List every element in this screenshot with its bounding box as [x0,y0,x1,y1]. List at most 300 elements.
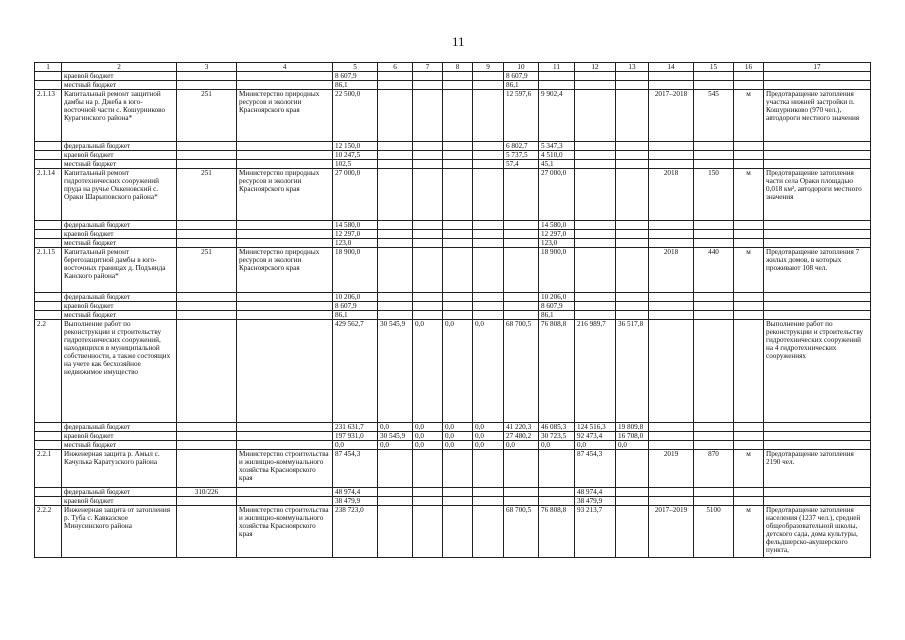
table-cell: краевой бюджет [62,497,177,506]
table-cell [649,160,694,169]
column-number-cell: 10 [504,63,539,72]
table-cell [649,302,694,311]
table-cell [694,432,734,441]
table-cell: 310/226 [177,488,237,497]
table-cell: 0,0 [443,320,473,423]
table-cell: 46 085,3 [539,423,575,432]
table-cell [649,142,694,151]
table-cell [764,151,871,160]
table-cell: 2.2 [35,320,62,423]
table-cell: 5 347,3 [539,142,575,151]
table-cell: 30 545,9 [378,432,413,441]
table-cell: местный бюджет [62,160,177,169]
budget-source-row [35,293,871,302]
column-number-cell: 6 [378,63,413,72]
budget-source-row [35,221,871,230]
budget-source-row [35,302,871,311]
table-cell [413,160,443,169]
table-cell [764,239,871,248]
table-cell [734,423,764,432]
table-cell [504,239,539,248]
table-cell [237,488,333,497]
column-number-cell: 5 [333,63,378,72]
table-cell [413,302,443,311]
table-cell [237,160,333,169]
table-cell: 216 989,7 [575,320,616,423]
budget-source-row [35,142,871,151]
table-cell [35,230,62,239]
page-number: 11 [452,34,465,49]
table-cell [764,142,871,151]
table-cell [177,221,237,230]
table-cell: м [734,450,764,488]
table-cell [237,81,333,90]
table-cell [378,488,413,497]
table-cell [734,432,764,441]
table-cell [413,450,443,488]
table-cell [443,239,473,248]
table-cell [443,90,473,142]
table-cell: краевой бюджет [62,72,177,81]
table-cell [616,142,649,151]
budget-source-row [35,230,871,239]
table-cell [35,497,62,506]
table-cell: 102,5 [333,160,378,169]
table-cell [764,497,871,506]
table-cell [443,160,473,169]
table-cell [616,90,649,142]
table-cell: 14 580,0 [333,221,378,230]
table-cell [694,423,734,432]
table-cell [616,293,649,302]
table-cell [177,320,237,423]
table-cell [764,72,871,81]
table-cell [649,488,694,497]
table-cell: 12 297,0 [539,230,575,239]
table-cell [237,320,333,423]
table-cell [413,239,443,248]
table-cell [539,81,575,90]
table-cell [413,311,443,320]
table-cell [35,142,62,151]
table-cell: 429 562,7 [333,320,378,423]
table-cell: 0,0 [443,432,473,441]
table-cell [504,488,539,497]
table-cell [378,221,413,230]
table-cell: 6 802,7 [504,142,539,151]
table-cell: краевой бюджет [62,302,177,311]
table-cell: 68 700,5 [504,320,539,423]
table-cell [764,221,871,230]
table-cell [649,81,694,90]
table-cell [649,311,694,320]
column-number-cell: 13 [616,63,649,72]
table-cell [616,221,649,230]
table-cell [575,81,616,90]
program-item-row [35,248,871,293]
table-cell [473,72,504,81]
table-cell [649,293,694,302]
table-cell [378,506,413,558]
table-cell: 8 607,9 [333,302,378,311]
table-cell: Министерство строительства и жилищно-коммунального хозяйства Красноярского края [237,506,333,558]
table-cell [764,81,871,90]
table-cell [443,293,473,302]
table-cell [473,230,504,239]
column-number-cell: 9 [473,63,504,72]
table-cell [649,432,694,441]
column-number-cell: 4 [237,63,333,72]
table-cell [694,142,734,151]
table-cell [575,90,616,142]
table-cell [413,230,443,239]
table-cell [35,160,62,169]
table-cell [413,81,443,90]
column-number-cell: 11 [539,63,575,72]
table-cell [35,72,62,81]
table-cell: 0,0 [473,432,504,441]
table-cell [237,311,333,320]
table-cell: 0,0 [473,423,504,432]
table-cell [504,221,539,230]
table-cell [473,81,504,90]
table-cell: 76 808,8 [539,506,575,558]
table-cell: Предотвращение затопления 7 жилых домов, в которых проживают 108 чел. [764,248,871,293]
table-cell [504,497,539,506]
table-cell [734,142,764,151]
table-cell [35,441,62,450]
table-cell [237,72,333,81]
table-cell: 12 297,0 [333,230,378,239]
table-cell: 2.1.15 [35,248,62,293]
program-item-row [35,169,871,221]
table-cell [35,311,62,320]
table-cell [616,302,649,311]
table-cell [616,230,649,239]
table-cell: 8 607,9 [504,72,539,81]
table-cell [694,151,734,160]
table-cell [413,293,443,302]
table-cell [764,441,871,450]
table-cell [35,239,62,248]
table-cell: федеральный бюджет [62,488,177,497]
table-cell [413,221,443,230]
table-cell [764,230,871,239]
table-cell [177,432,237,441]
table-cell [473,142,504,151]
table-cell: 87 454,3 [333,450,378,488]
table-cell [473,293,504,302]
table-cell [694,497,734,506]
table-cell [378,81,413,90]
table-cell: 0,0 [413,432,443,441]
table-cell: 0,0 [443,423,473,432]
table-cell: 18 900,0 [539,248,575,293]
table-cell [443,488,473,497]
table-cell [616,72,649,81]
table-cell: 0,0 [333,441,378,450]
table-cell [764,423,871,432]
table-cell: 231 631,7 [333,423,378,432]
table-cell [694,230,734,239]
table-cell [443,72,473,81]
table-cell [616,248,649,293]
table-cell [764,488,871,497]
table-cell: 14 580,0 [539,221,575,230]
table-cell: 0,0 [378,423,413,432]
table-cell [649,320,694,423]
column-number-cell: 15 [694,63,734,72]
table-cell [616,169,649,221]
table-cell: 0,0 [539,441,575,450]
table-cell [413,90,443,142]
table-cell [177,506,237,558]
table-cell: 68 700,5 [504,506,539,558]
table-cell: 0,0 [413,441,443,450]
table-cell [504,450,539,488]
table-cell [694,221,734,230]
table-cell [575,151,616,160]
table-cell: 0,0 [378,441,413,450]
table-cell [694,293,734,302]
table-cell [473,488,504,497]
table-cell [177,151,237,160]
column-number-cell: 7 [413,63,443,72]
table-cell: 0,0 [443,441,473,450]
table-cell: Капитальный ремонт берегозащитной дамбы в юго-восточных границах д. Подъянда Канского района* [62,248,177,293]
table-cell [237,239,333,248]
table-cell [694,160,734,169]
table-cell: 10 247,5 [333,151,378,160]
table-cell: 10 206,0 [333,293,378,302]
table-cell: 2017–2018 [649,90,694,142]
table-cell [616,450,649,488]
budget-source-row [35,81,871,90]
table-cell [734,293,764,302]
table-cell [575,293,616,302]
table-cell [237,151,333,160]
table-cell: 0,0 [616,441,649,450]
table-cell [539,497,575,506]
table-cell [734,81,764,90]
table-cell: 27 480,2 [504,432,539,441]
table-cell [764,293,871,302]
table-cell [473,311,504,320]
table-cell: местный бюджет [62,239,177,248]
table-cell [413,142,443,151]
table-cell [378,293,413,302]
table-cell [237,230,333,239]
table-cell: 2.2.2 [35,506,62,558]
table-cell [443,506,473,558]
table-cell [237,221,333,230]
table-cell: краевой бюджет [62,432,177,441]
budget-source-row [35,423,871,432]
table-cell [177,160,237,169]
table-cell [378,160,413,169]
table-cell: 0,0 [473,320,504,423]
table-cell [413,169,443,221]
table-cell [734,302,764,311]
table-cell [504,293,539,302]
table-cell [378,450,413,488]
table-cell [504,169,539,221]
table-cell [734,72,764,81]
table-cell [177,302,237,311]
table-cell: Предотвращение затопления участка нижней застройки п. Кошурниково (970 чел.), автодороги местного значения [764,90,871,142]
table-cell [649,151,694,160]
table-cell [473,239,504,248]
table-cell: Инженерная защита р. Амыл с. Качулька Каратузского района [62,450,177,488]
table-cell [473,160,504,169]
table-cell: 440 [694,248,734,293]
table-cell [473,302,504,311]
table-cell: 86,1 [333,81,378,90]
table-cell: 238 723,0 [333,506,378,558]
table-cell [764,302,871,311]
table-cell [575,248,616,293]
table-cell: 251 [177,169,237,221]
table-cell [575,311,616,320]
table-cell [575,230,616,239]
table-cell: 8 607,9 [539,302,575,311]
table-cell [443,142,473,151]
table-cell: 93 213,7 [575,506,616,558]
table-cell [378,72,413,81]
table-cell [575,239,616,248]
table-cell: Министерство природных ресурсов и экологии Красноярского края [237,248,333,293]
table-cell [649,239,694,248]
budget-source-row [35,311,871,320]
table-cell [473,248,504,293]
table-cell: краевой бюджет [62,230,177,239]
table-cell: 0,0 [473,441,504,450]
budget-source-row [35,488,871,497]
column-number-cell: 2 [62,63,177,72]
table-cell: 19 809,8 [616,423,649,432]
table-cell [237,497,333,506]
table-cell [35,432,62,441]
table-cell: Выполнение работ по реконструкции и строительству гидротехнических сооружений на 4 гидротехнических сооружениях [764,320,871,423]
table-cell [734,160,764,169]
table-cell [443,230,473,239]
table-cell [575,160,616,169]
table-cell: 16 708,0 [616,432,649,441]
table-cell: Инженерная защита от затопления р. Туба с. Кавказское Минусинского района [62,506,177,558]
table-cell [237,441,333,450]
table-cell [35,81,62,90]
column-number-cell: 14 [649,63,694,72]
table-cell: 0,0 [575,441,616,450]
table-cell [734,151,764,160]
table-cell [177,142,237,151]
table-cell [504,311,539,320]
table-cell: 27 000,0 [539,169,575,221]
table-cell [616,81,649,90]
table-cell [443,169,473,221]
table-cell [237,302,333,311]
table-cell [378,169,413,221]
table-cell: 9 902,4 [539,90,575,142]
table-cell: 2.2.1 [35,450,62,488]
table-cell: Министерство природных ресурсов и экологии Красноярского края [237,90,333,142]
table-cell [443,497,473,506]
table-cell [734,497,764,506]
table-cell: Капитальный ремонт гидротехнических сооружений пруда на ручье Оккеновский с. Ораки Шарыповского района* [62,169,177,221]
table-cell [734,230,764,239]
table-cell: краевой бюджет [62,151,177,160]
table-cell [734,441,764,450]
table-cell [616,239,649,248]
table-cell [177,230,237,239]
table-cell: 86,1 [539,311,575,320]
table-cell: м [734,90,764,142]
table-cell [378,497,413,506]
table-cell [35,221,62,230]
table-cell [694,488,734,497]
table-cell [539,488,575,497]
table-cell [35,423,62,432]
table-cell: местный бюджет [62,441,177,450]
table-cell [649,221,694,230]
table-cell [443,302,473,311]
table-cell [694,72,734,81]
table-cell [694,320,734,423]
program-item-row [35,90,871,142]
program-table [34,62,871,558]
table-cell: 197 931,0 [333,432,378,441]
table-cell [378,239,413,248]
table-cell [237,293,333,302]
table-cell [764,432,871,441]
table-cell: 48 974,4 [333,488,378,497]
table-cell [177,293,237,302]
table-cell [177,239,237,248]
table-cell [473,90,504,142]
table-cell: 48 974,4 [575,488,616,497]
table-cell [413,72,443,81]
table-cell: 18 900,0 [333,248,378,293]
table-cell: 2019 [649,450,694,488]
table-cell [575,302,616,311]
table-cell [413,488,443,497]
table-cell [539,72,575,81]
table-cell [378,230,413,239]
table-cell: федеральный бюджет [62,423,177,432]
table-cell: местный бюджет [62,311,177,320]
column-number-cell: 8 [443,63,473,72]
table-cell [473,450,504,488]
table-cell [649,441,694,450]
table-cell [764,160,871,169]
table-cell: 5 737,5 [504,151,539,160]
budget-source-row [35,239,871,248]
table-cell: м [734,506,764,558]
table-cell [616,506,649,558]
table-cell [734,311,764,320]
table-cell [575,169,616,221]
table-cell [413,248,443,293]
table-cell: 4 510,0 [539,151,575,160]
column-number-cell: 3 [177,63,237,72]
table-cell: Предотвращение затопления части села Ораки площадью 0,018 км², автодороги местного значения [764,169,871,221]
table-cell [443,450,473,488]
table-cell [616,497,649,506]
table-cell [378,311,413,320]
program-item-row [35,450,871,488]
table-cell [378,248,413,293]
table-cell: 45,1 [539,160,575,169]
